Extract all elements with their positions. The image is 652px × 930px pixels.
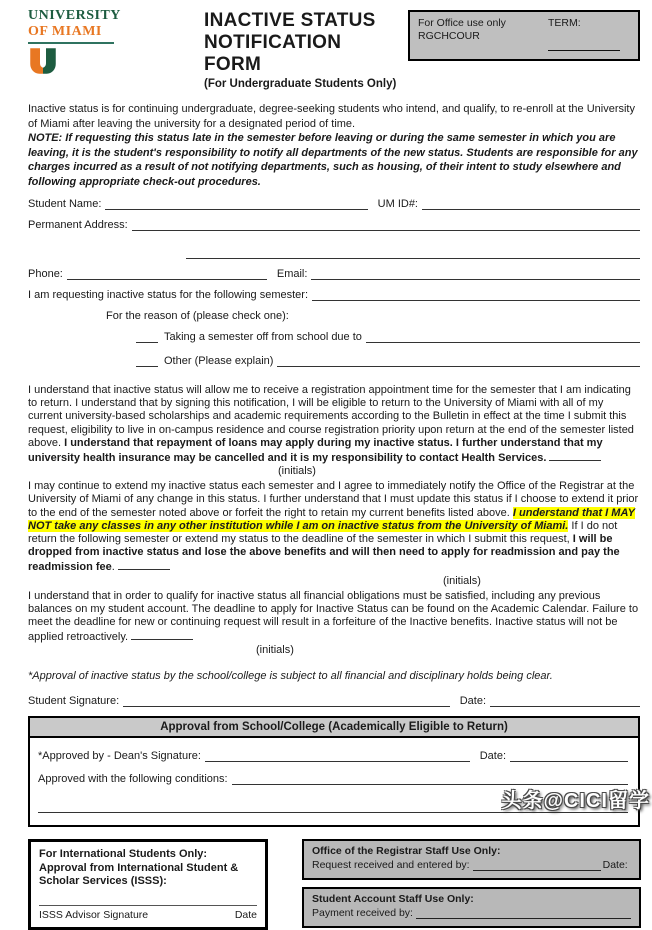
reason-header-row (28, 310, 640, 322)
phone-label: Phone: (28, 268, 63, 280)
student-name-blank[interactable] (105, 198, 367, 210)
logo-divider (28, 42, 114, 44)
phone-blank[interactable] (67, 268, 267, 280)
reason-other-row (28, 355, 640, 367)
registrar-box-title: Office of the Registrar Staff Use Only: (312, 845, 501, 858)
student-signature-label: Student Signature: (28, 695, 120, 708)
logo-text-university: UNIVERSITY (28, 8, 121, 23)
reason1-blank[interactable] (366, 331, 640, 343)
student-name-row (28, 198, 640, 210)
semester-request-label: I am requesting inactive status for the following semester: (28, 289, 309, 301)
dean-date-blank[interactable] (510, 750, 628, 762)
dean-signature-label: *Approved by - Dean's Signature: (38, 750, 201, 763)
p2-bold-text: I will be dropped from inactive status and lose the above benefits and will then need to apply for readmission and pay the readmission fee (28, 533, 620, 574)
um-id-label: UM ID#: (377, 198, 418, 210)
intro-text: Inactive status is for continuing undergraduate, degree-seeking students who intend, and qualify, to re-enroll at the University of Miami after leaving the university for a designated period of time. (28, 103, 635, 130)
reason1-check-blank[interactable] (136, 331, 158, 343)
um-id-blank[interactable] (422, 198, 640, 210)
office-use-label: For Office use only (418, 17, 506, 29)
isss-date-label: Date (234, 908, 257, 921)
term-blank-line[interactable] (548, 37, 620, 51)
p2-normal-text-2: If I do not return the following semester or extend my status to the deadline of the semester in which I submit this request, (28, 519, 618, 546)
term-label: TERM: (548, 17, 581, 29)
registrar-staff-box (302, 839, 641, 880)
dean-date-label: Date: (479, 750, 506, 763)
paragraph-extension (28, 480, 640, 586)
address-line2-row (28, 247, 640, 259)
p1-initials-blank[interactable] (549, 450, 601, 461)
p2-initials-label: (initials) (443, 574, 481, 587)
isss-approval-box (28, 839, 268, 930)
office-use-code: RGCHCOUR (418, 30, 480, 42)
intro-note-text: NOTE: If requesting this status late in the semester before leaving or during the same semester in which you are leaving, it is the student's responsibility to notify all departments of the new status. Students are responsible for any charges incurred as a result of not notifying departments, such as housing, of their intent to study elsewhere and following appropriate check-out procedures. (28, 132, 638, 188)
reason2-label: Other (Please explain) (164, 355, 274, 367)
student-signature-row (28, 695, 640, 707)
paragraph-benefits (28, 384, 640, 477)
permanent-address-blank[interactable] (132, 219, 640, 231)
payment-received-blank[interactable] (416, 907, 631, 919)
conditions-label: Approved with the following conditions: (38, 773, 228, 786)
student-name-label: Student Name: (28, 198, 102, 210)
p1-initials-label: (initials) (278, 465, 316, 478)
permanent-address-label: Permanent Address: (28, 219, 128, 231)
approval-disclaimer: *Approval of inactive status by the school/college is subject to all financial and disciplinary holds being clear. (28, 670, 553, 683)
office-use-box (408, 10, 640, 61)
form-title-line2: NOTIFICATION FORM (204, 32, 342, 75)
student-account-staff-box (302, 887, 641, 928)
p3-initials-label: (initials) (256, 644, 294, 657)
semester-request-row (28, 289, 640, 301)
account-box-title: Student Account Staff Use Only: (312, 893, 474, 906)
p2-initials-blank[interactable] (118, 559, 170, 570)
reason2-check-blank[interactable] (136, 355, 158, 367)
dean-signature-blank[interactable] (205, 750, 470, 762)
reason2-blank[interactable] (277, 355, 640, 367)
p1-bold-text: I understand that repayment of loans may apply during my inactive status. I further understand that my university health insurance may be cancelled and it is my responsibility to contact Health Services. (28, 436, 603, 465)
p2-period: . (111, 561, 118, 574)
isss-title: For International Students Only: Approval from International Student & Scholar Services (ISSS): (39, 848, 239, 888)
form-header (28, 8, 640, 90)
student-signature-blank[interactable] (123, 695, 450, 707)
reason-header-label: For the reason of (please check one): (106, 310, 289, 322)
signature-date-blank[interactable] (490, 695, 640, 707)
p1-normal-text: I understand that inactive status will allow me to receive a registration appointment time for the semester that I am indicating to return. I understand that by signing this notification, I will be eligible to return to the University of Miami with all of my current university-based scholarships and academic requirements according to the Bulletin in effect at the time I submit this request, eligibility to live in on-campus residence and course registration priority upon return at the end of the semester listed above. (28, 384, 634, 449)
registrar-date-label: Date: (602, 859, 628, 872)
p2-highlighted-text: I understand that I MAY NOT take any classes in any other institution while I am on inactive status from the University of Miami. (28, 506, 635, 532)
dean-signature-row (38, 750, 628, 762)
paragraph-financial (28, 590, 640, 657)
semester-blank[interactable] (312, 289, 640, 301)
phone-email-row (28, 268, 640, 280)
signature-date-label: Date: (459, 695, 486, 708)
logo-text-of-miami: OF MIAMI (28, 24, 102, 39)
split-u-logo-icon (28, 48, 58, 74)
email-blank[interactable] (311, 268, 640, 280)
reason-semester-off-row (28, 331, 640, 343)
staff-use-column (302, 839, 641, 930)
email-label: Email: (276, 268, 308, 280)
form-title-block (176, 8, 408, 90)
payment-received-label: Payment received by: (312, 907, 413, 920)
p3-normal-text: I understand that in order to qualify for inactive status all financial obligations must be satisfied, including any previous balances on my student account. The deadline to apply for Inactive Status can be found on the Academic Calendar. Failure to meet the deadline for new or continuing request will result in a forfeiture of the Inactive benefits. Inactive status will not be applied retroactively. (28, 589, 639, 644)
registrar-received-label: Request received and entered by: (312, 859, 470, 872)
form-title-line1: INACTIVE STATUS (204, 10, 376, 31)
form-subtitle: (For Undergraduate Students Only) (204, 78, 397, 90)
school-approval-header: Approval from School/College (Academically Eligible to Return) (30, 718, 638, 738)
address-line2-blank[interactable] (186, 247, 640, 259)
p3-initials-blank[interactable] (131, 629, 193, 640)
university-of-miami-logo (28, 8, 176, 74)
watermark: 头条@CICI留学 (501, 790, 650, 812)
registrar-received-blank[interactable] (473, 859, 601, 871)
reason1-label: Taking a semester off from school due to (164, 331, 362, 343)
bottom-boxes (28, 839, 640, 930)
intro-paragraph (28, 102, 640, 189)
permanent-address-row (28, 219, 640, 231)
isss-signature-label: ISSS Advisor Signature (39, 908, 149, 921)
p2-normal-text-1: I may continue to extend my inactive status each semester and I agree to immediately notify the Office of the Registrar at the University of Miami of any change in this status. I further understand that I must update this status if I choose to extend it prior to the end of the semester noted above or forfeit the right to retain my current benefits listed above. (28, 480, 639, 519)
isss-signature-blank[interactable] (39, 904, 257, 906)
